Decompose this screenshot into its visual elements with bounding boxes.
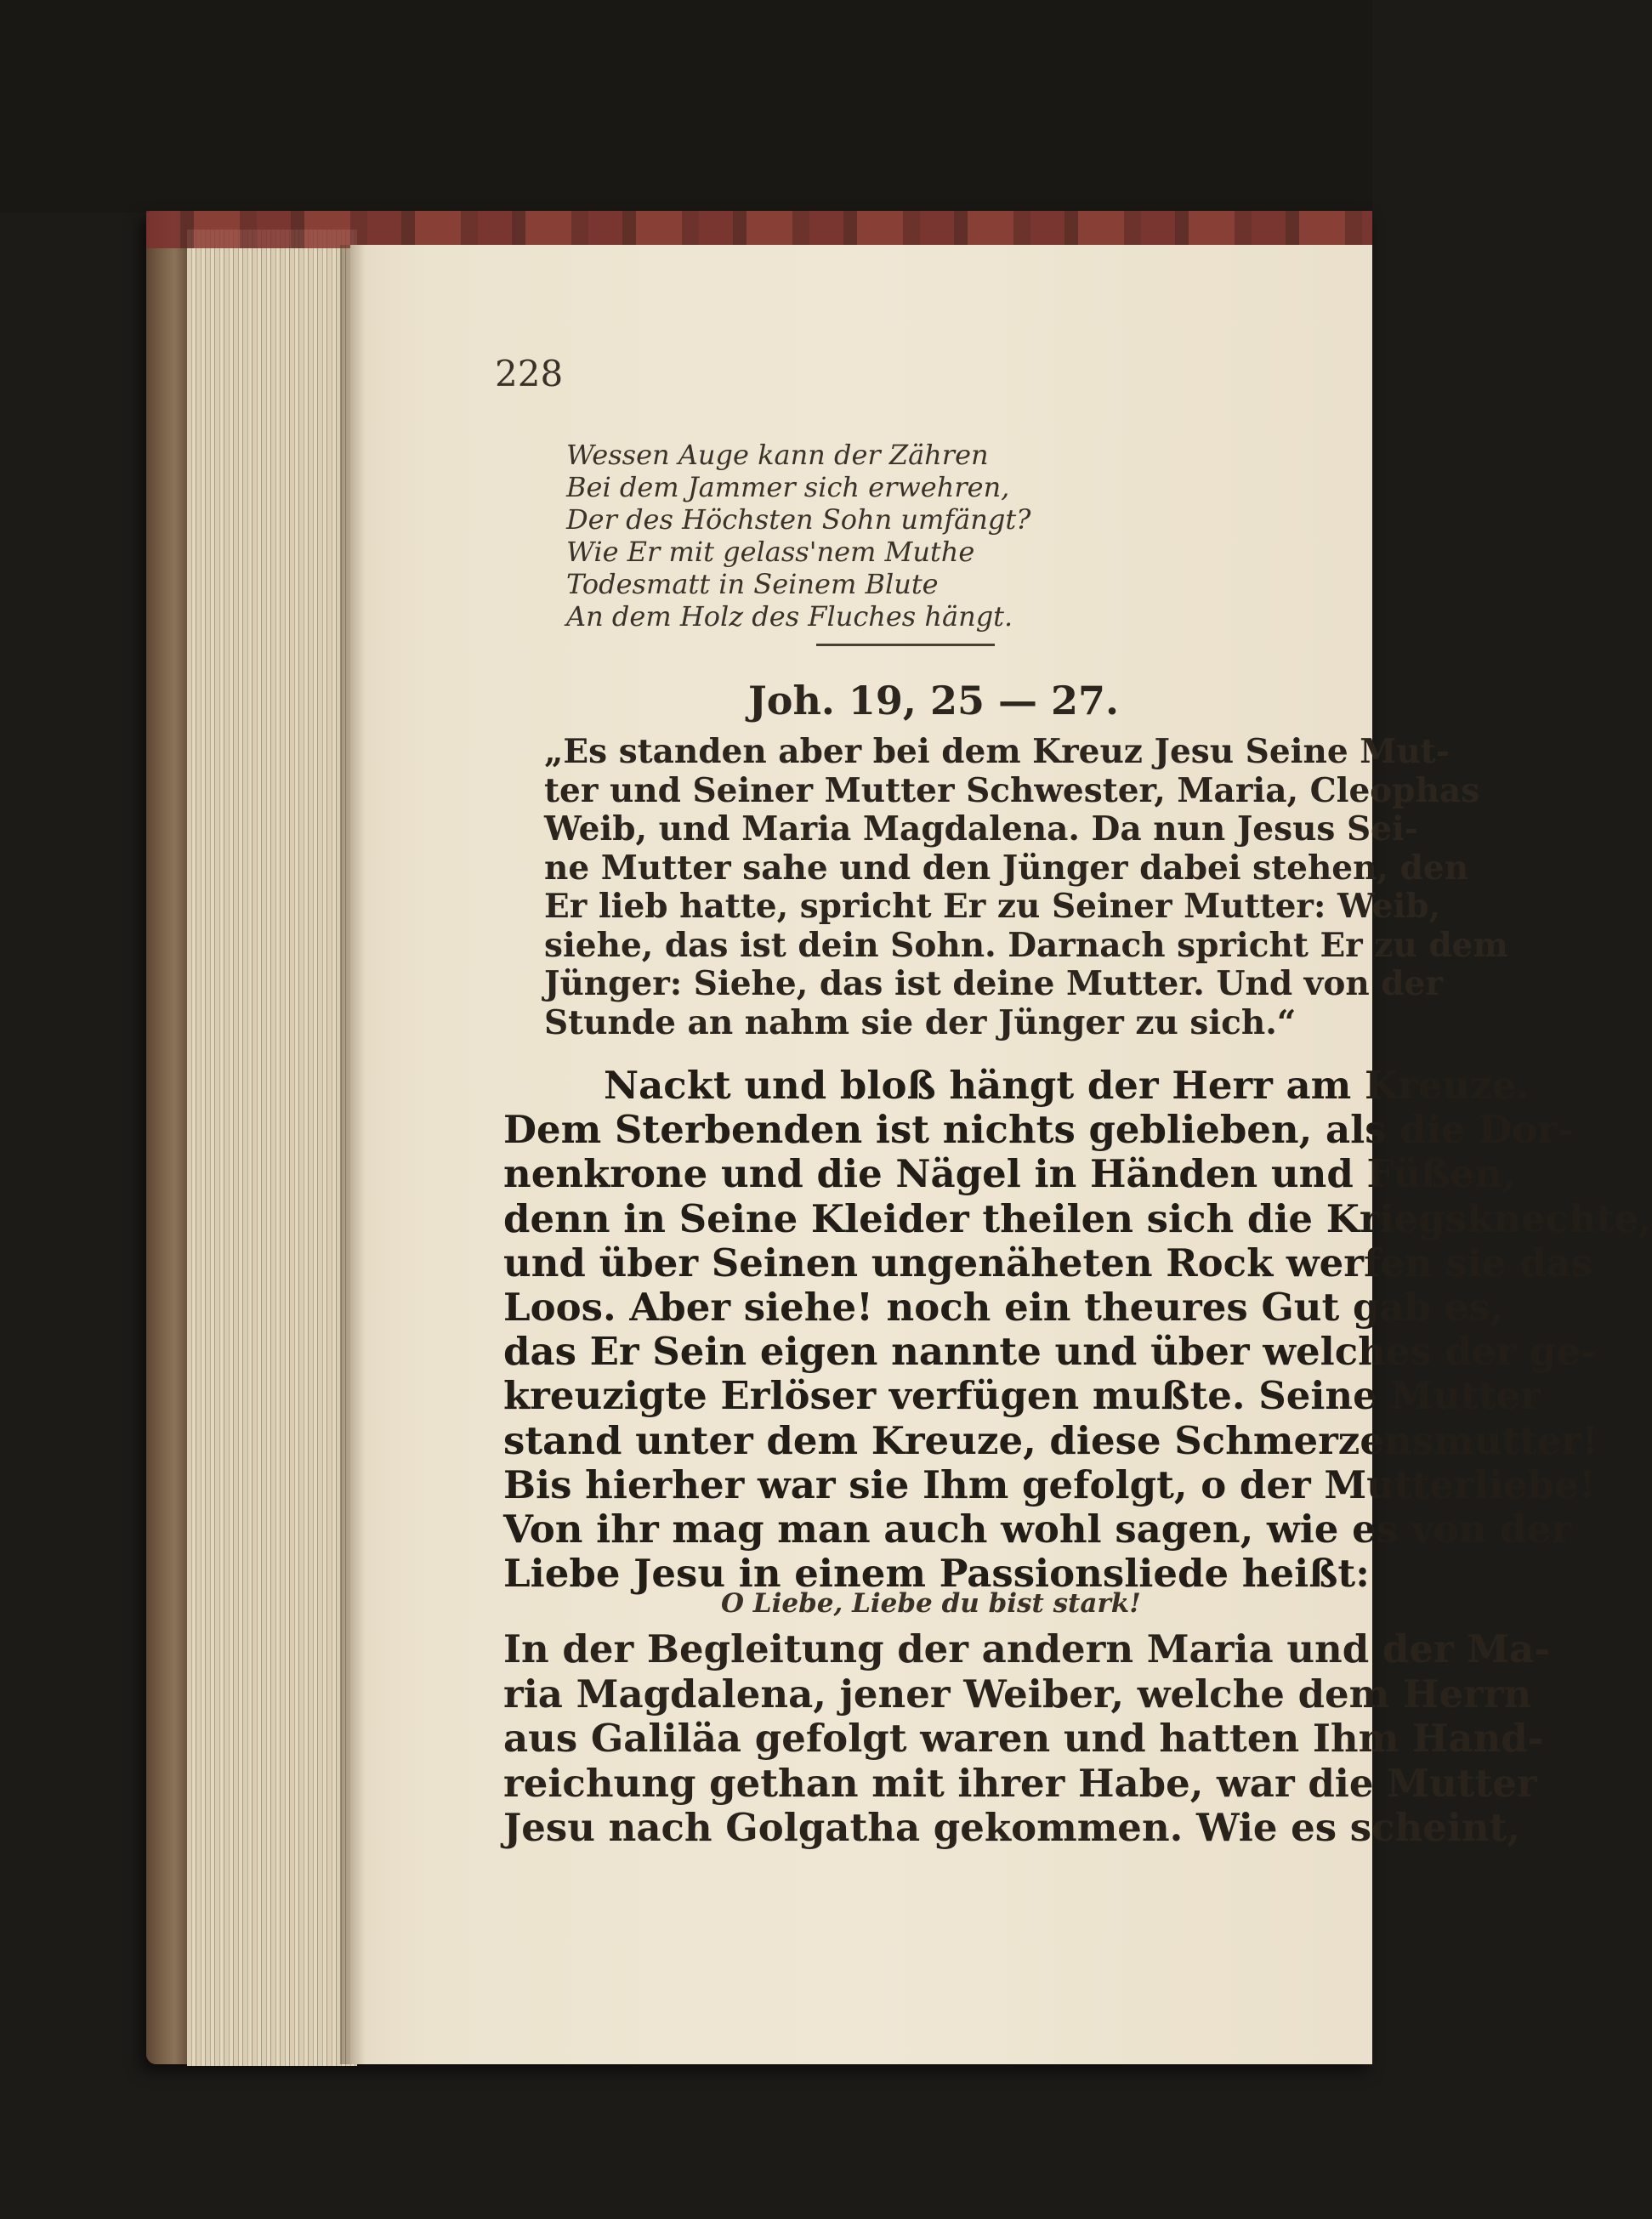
body-line: denn in Seine Kleider theilen sich die Kriegsknechte,: [503, 1195, 1652, 1241]
body-line: reichung gethan mit ihrer Habe, war die Mutter: [503, 1760, 1537, 1806]
body-line: aus Galiläa gefolgt waren und hatten Ihm Hand-: [503, 1716, 1544, 1761]
body-line: Dem Sterbenden ist nichts geblieben, als die Dor-: [503, 1107, 1574, 1153]
book-spine-edge: [146, 211, 187, 2064]
body-line: Von ihr mag man auch wohl sagen, wie es von der: [503, 1506, 1572, 1552]
page-number: 228: [495, 353, 564, 394]
body-line: ria Magdalena, jener Weiber, welche dem Herrn: [503, 1671, 1532, 1717]
poem-line: Todesmatt in Seinem Blute: [566, 568, 939, 600]
page-top-edge: [146, 211, 1372, 248]
quote-line: Er lieb hatte, spricht Er zu Seiner Mutter: Weib,: [544, 887, 1441, 926]
quote-line: Stunde an nahm sie der Jünger zu sich.“: [544, 1002, 1297, 1042]
quote-line: „Es standen aber bei dem Kreuz Jesu Seine Mut-: [544, 732, 1450, 771]
scripture-quote: [544, 733, 1508, 1042]
hymn-quote: O Liebe, Liebe du bist stark!: [721, 1588, 1141, 1619]
body-line: kreuzigte Erlöser verfügen mußte. Seine Mutter: [503, 1373, 1541, 1419]
body-line: stand unter dem Kreuze, diese Schmerzensmutter!: [503, 1417, 1599, 1463]
quote-line: Weib, und Maria Magdalena. Da nun Jesus Sei-: [544, 809, 1418, 848]
body-line: Loos. Aber siehe! noch ein theures Gut gab es,: [503, 1284, 1504, 1330]
body-line: Liebe Jesu in einem Passionsliede heißt:: [503, 1551, 1370, 1597]
poem-line: Der des Höchsten Sohn umfängt?: [566, 503, 1031, 536]
poem-line: Bei dem Jammer sich erwehren,: [566, 471, 1010, 503]
body-line: und über Seinen ungenäheten Rock werfen sie das: [503, 1240, 1593, 1285]
gutter-shadow: [340, 245, 366, 2064]
background: [0, 0, 1372, 213]
quote-line: ter und Seiner Mutter Schwester, Maria, Cleophas: [544, 770, 1480, 810]
body-line: Bis hierher war sie Ihm gefolgt, o der Mutterliebe!: [503, 1461, 1596, 1507]
poem-stanza: [566, 439, 1030, 633]
quote-line: siehe, das ist dein Sohn. Darnach spricht Er zu dem: [544, 925, 1508, 965]
quote-line: Jünger: Siehe, das ist deine Mutter. Und von der: [544, 964, 1443, 1003]
body-line: Nackt und bloß hängt der Herr am Kreuze.: [604, 1063, 1530, 1108]
body-line: das Er Sein eigen nannte und über welches der ge-: [503, 1329, 1597, 1375]
scripture-reference: Joh. 19, 25 — 27.: [748, 678, 1120, 724]
poem-line: Wie Er mit gelass'nem Muthe: [566, 536, 975, 568]
body-paragraph-1: [503, 1064, 1652, 1596]
body-line: nenkrone und die Nägel in Händen und Füßen,: [503, 1151, 1516, 1197]
quote-line: ne Mutter sahe und den Jünger dabei stehen, den: [544, 848, 1469, 888]
poem-line: Wessen Auge kann der Zähren: [566, 439, 989, 471]
body-line: In der Begleitung der andern Maria und der Ma-: [503, 1626, 1551, 1671]
body-line: Jesu nach Golgatha gekommen. Wie es scheint,: [503, 1805, 1521, 1850]
section-divider: [816, 644, 995, 646]
poem-line: An dem Holz des Fluches hängt.: [566, 600, 1013, 633]
page-edges: [187, 230, 357, 2066]
body-paragraph-2: [503, 1627, 1550, 1851]
